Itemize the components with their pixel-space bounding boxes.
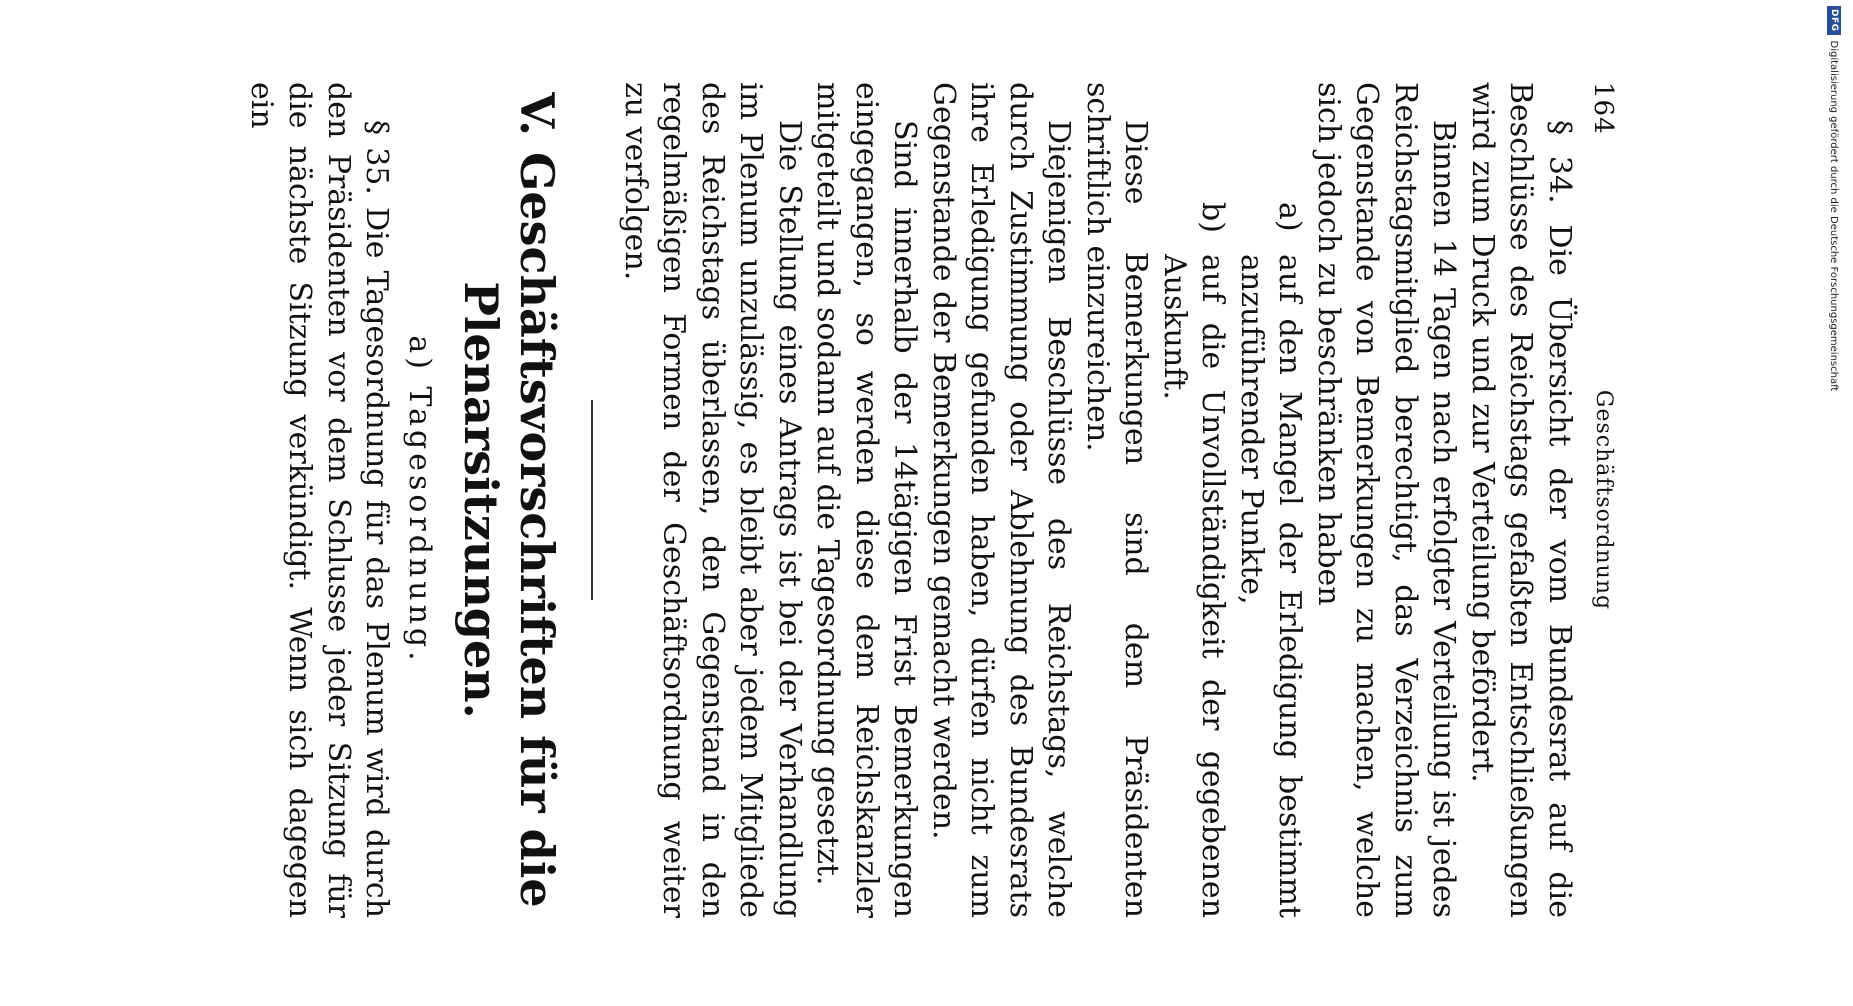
list-item-a bbox=[1232, 202, 1309, 918]
list-item-text: auf den Mangel der Erledigung bestimmt anzuführender Punkte, bbox=[1234, 254, 1308, 918]
section-heading: V. Geschäftsvorschriften für die Plenarsitzungen. bbox=[454, 92, 565, 908]
digitization-credit bbox=[1822, 6, 1846, 1006]
paragraph-s34-excluded: Diejenigen Beschlüsse des Reichstags, welche durch Zustimmung oder Ablehnung des Bundesrats ihre Erledigung gefunden haben, dürfen nicht zum Gegenstande der Bemerkungen gemacht werden. bbox=[926, 82, 1077, 918]
page-body bbox=[242, 82, 1579, 918]
page-number: 164 bbox=[1588, 82, 1618, 135]
running-head bbox=[1578, 82, 1618, 918]
dfg-logo: DFG bbox=[1827, 6, 1841, 35]
list-item-text: auf die Unvollständigkeit der gegebenen Auskunft. bbox=[1157, 254, 1231, 918]
credit-text: Digitalisierung gefördert durch die Deutsche Forschungsgemeinschaft bbox=[1828, 40, 1840, 392]
list-item-label: a) bbox=[1272, 202, 1308, 232]
running-title: Geschäftsordnung bbox=[1591, 389, 1616, 611]
section-divider bbox=[592, 400, 594, 600]
rotated-page bbox=[220, 60, 1626, 940]
paragraph-s35: § 35. Die Tagesordnung für das Plenum wird durch den Präsidenten vor dem Schlusse jeder Sitzung für die nächste Sitzung verkündigt. Wenn sich dagegen ein bbox=[244, 82, 395, 918]
paragraph-s34-deadline: Sind innerhalb der 14tägigen Frist Bemerkungen eingegangen, so werden diese dem Reichskanzler mitgeteilt und sodann auf die Tagesordnung gesetzt. bbox=[810, 82, 923, 918]
list-item-b bbox=[1155, 202, 1232, 918]
paragraph-s34-intro: § 34. Die Übersicht der vom Bundesrat auf die Beschlüsse des Reichstags gefaßten Entschließungen wird zum Druck und zur Verteilung befördert. bbox=[1465, 82, 1577, 918]
book-page bbox=[220, 60, 1626, 940]
paragraph-s34-period: Binnen 14 Tagen nach erfolgter Verteilung ist jedes Reichstagsmitglied berechtigt, das Verzeichnis zum Gegenstande von Bemerkungen zu machen, welche sich jedoch zu beschränken haben bbox=[1311, 82, 1462, 918]
list-item-label: b) bbox=[1195, 202, 1231, 233]
subsection-heading: a) Tagesordnung. bbox=[402, 335, 438, 665]
paragraph-s34-submission: Diese Bemerkungen sind dem Präsidenten schriftlich einzureichen. bbox=[1080, 82, 1154, 918]
paragraph-s34-motion: Die Stellung eines Antrags ist bei der Verhandlung im Plenum unzulässig, es bleibt aber jedem Mitgliede des Reichstags überlassen, den Gegenstand in den regelmäßigen Formen der Geschäftsordnung weiter zu verfolgen. bbox=[618, 82, 807, 918]
